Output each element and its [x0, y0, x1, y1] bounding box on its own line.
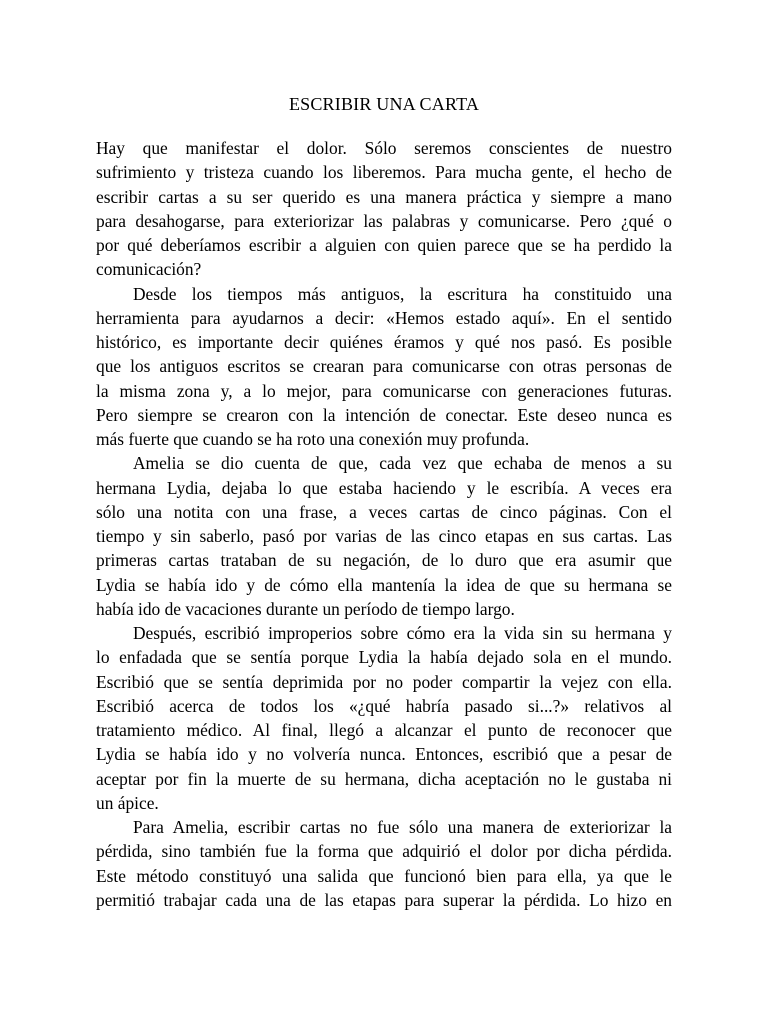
- text-line: había ido de vacaciones durante un período de tiempo largo.: [96, 598, 515, 619]
- text-line: sólo una notita con una frase, a veces cartas de cinco páginas. Con el: [96, 501, 672, 522]
- paragraph: [96, 451, 672, 621]
- text-line: tratamiento médico. Al final, llegó a alcanzar el punto de reconocer que: [96, 720, 672, 740]
- paragraph: [96, 282, 672, 452]
- paragraph: [96, 815, 672, 912]
- text-line: para desahogarse, para exteriorizar las palabras y comunicarse. Pero ¿qué o: [96, 210, 672, 231]
- text-line: Amelia se dio cuenta de que, cada vez que echaba de menos a su: [133, 453, 672, 474]
- text-line: Hay que manifestar el dolor. Sólo seremos conscientes de nuestro: [96, 138, 672, 158]
- text-line: primeras cartas trataban de su negación, de lo duro que era asumir que: [96, 550, 672, 571]
- document-title: ESCRIBIR UNA CARTA: [288, 94, 480, 114]
- text-line: la misma zona y, a lo mejor, para comunicarse con generaciones futuras.: [96, 380, 672, 401]
- text-line: pérdida, sino también fue la forma que adquirió el dolor por dicha pérdida.: [96, 841, 672, 862]
- text-line: herramienta para ayudarnos a decir: «Hemos estado aquí». En el sentido: [96, 307, 672, 328]
- text-line: Lydia se había ido y no volvería nunca. Entonces, escribió que a pesar de: [96, 744, 672, 765]
- text-line: Escribió que se sentía deprimida por no poder compartir la vejez con ella.: [96, 671, 672, 692]
- text-line: lo enfadada que se sentía porque Lydia la había dejado sola en el mundo.: [96, 647, 672, 668]
- text-line: un ápice.: [96, 792, 159, 813]
- text-line: Lydia se había ido y de cómo ella mantenía la idea de que su hermana se: [96, 574, 672, 595]
- text-line: escribir cartas a su ser querido es una manera práctica y siempre a mano: [96, 186, 672, 207]
- text-line: por qué deberíamos escribir a alguien con quien parece que se ha perdido la: [96, 235, 672, 255]
- text-line: más fuerte que cuando se ha roto una conexión muy profunda.: [96, 429, 530, 449]
- text-line: hermana Lydia, dejaba lo que estaba haciendo y le escribía. A veces era: [96, 477, 672, 498]
- text-line: histórico, es importante decir quiénes éramos y qué nos pasó. Es posible: [96, 332, 672, 352]
- paragraph: [96, 136, 672, 282]
- text-line: Después, escribió improperios sobre cómo era la vida sin su hermana y: [133, 623, 672, 643]
- text-line: Pero siempre se crearon con la intención de conectar. Este deseo nunca es: [96, 404, 672, 425]
- text-line: que los antiguos escritos se crearan para comunicarse con otras personas de: [96, 356, 672, 377]
- text-line: sufrimiento y tristeza cuando los liberemos. Para mucha gente, el hecho de: [96, 162, 672, 183]
- text-line: permitió trabajar cada una de las etapas para superar la pérdida. Lo hizo en: [96, 889, 672, 910]
- text-line: aceptar por fin la muerte de su hermana, dicha aceptación no le gustaba ni: [96, 768, 672, 789]
- document-body: [96, 136, 672, 912]
- text-line: tiempo y sin saberlo, pasó por varias de las cinco etapas en sus cartas. Las: [96, 526, 672, 546]
- text-line: comunicación?: [96, 259, 202, 280]
- text-line: Para Amelia, escribir cartas no fue sólo una manera de exteriorizar la: [133, 817, 672, 837]
- paragraph: [96, 621, 672, 815]
- text-line: Desde los tiempos más antiguos, la escritura ha constituido una: [133, 283, 672, 304]
- text-line: Escribió acerca de todos los «¿qué habría pasado si...?» relativos al: [96, 695, 672, 716]
- text-line: Este método constituyó una salida que funcionó bien para ella, ya que le: [96, 865, 672, 886]
